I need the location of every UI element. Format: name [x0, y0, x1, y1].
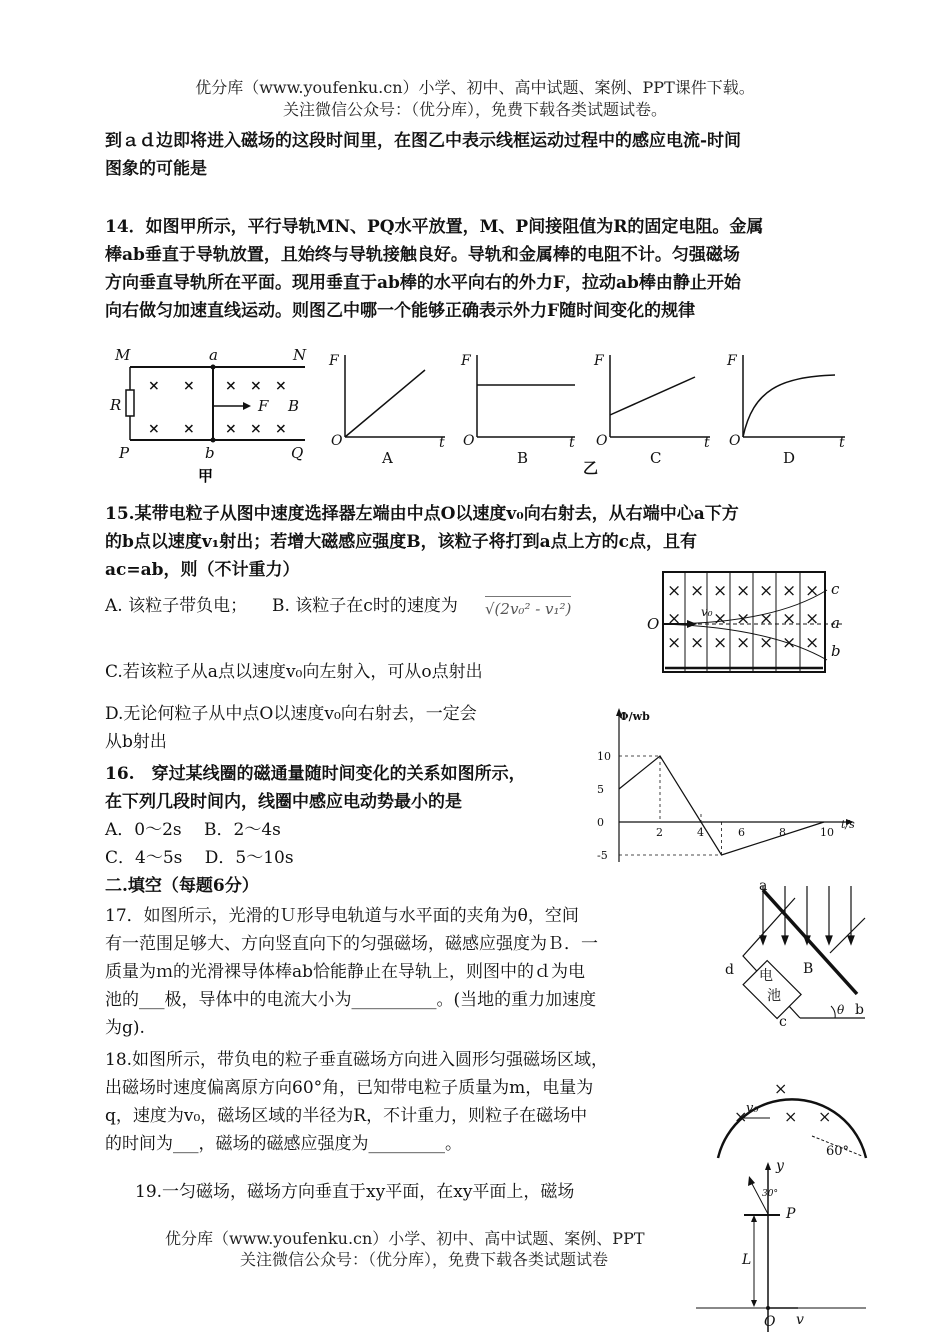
svg-text:×: × — [667, 633, 682, 653]
q15-line-3: ac=ab，则（不计重力） — [105, 560, 300, 580]
q15-option-d-2: 从b射出 — [105, 732, 167, 752]
q15-label-a: a — [831, 614, 840, 632]
q15-option-a: A. 该粒子带负电； — [105, 596, 248, 616]
q17-label-b: b — [855, 1002, 864, 1018]
svg-text:×: × — [148, 421, 160, 437]
footer-line-1: 优分库（www.youfenku.cn）小学、初中、高中试题、案例、PPT — [165, 1229, 645, 1248]
q15-label-v0: v₀ — [701, 605, 713, 619]
q15-option-b-formula: √(2v₀² - v₁²) — [485, 596, 571, 621]
q16-options-ab: A．0～2s B．2～4s — [105, 820, 281, 840]
q19-label-P: P — [786, 1206, 796, 1222]
svg-text:×: × — [782, 633, 797, 653]
q17-line-3: 质量为ｍ的光滑裸导体棒ab恰能静止在导轨上，则图中的ｄ为电 — [105, 962, 586, 982]
q15-option-d-1: D.无论何粒子从中点O以速度v₀向右射去，一定会 — [105, 704, 477, 724]
svg-text:×: × — [805, 609, 820, 629]
graph-B-label: B — [517, 449, 529, 467]
graph-D-curve — [743, 375, 835, 437]
svg-text:×: × — [759, 581, 774, 601]
q16-xtick-label: 2 — [656, 826, 663, 839]
svg-text:×: × — [250, 421, 262, 437]
q16-xtick-label: 6 — [738, 826, 745, 839]
svg-text:×: × — [736, 633, 751, 653]
q16-xtick-label: 10 — [820, 826, 834, 839]
svg-text:O: O — [331, 433, 343, 449]
svg-text:×: × — [818, 1107, 832, 1126]
q18-label-angle: 60° — [826, 1144, 850, 1159]
q17-line-4: 池的___极，导体中的电流大小为__________。(当地的重力加速度 — [105, 990, 597, 1010]
q14-line-3: 方向垂直导轨所在平面。现用垂直于ab棒的水平向右的外力F，拉动ab棒由静止开始 — [105, 273, 741, 293]
svg-text:×: × — [148, 378, 160, 394]
q17-line-2: 有一范围足够大、方向竖直向下的匀强磁场，磁感应强度为Ｂ．一 — [105, 934, 598, 954]
svg-text:t: t — [704, 435, 710, 451]
q17-line-1: 17．如图所示，光滑的Ｕ形导电轨道与水平面的夹角为θ，空间 — [105, 906, 579, 926]
svg-text:F: F — [727, 353, 737, 369]
q14-line-1: 14．如图甲所示，平行导轨MN、PQ水平放置，M、P间接阻值为R的固定电阻。金属 — [105, 217, 764, 237]
label-P: P — [119, 444, 130, 462]
label-B: B — [288, 397, 300, 415]
svg-text:t: t — [569, 435, 575, 451]
svg-text:×: × — [782, 581, 797, 601]
svg-text:×: × — [275, 421, 287, 437]
q16-ytick-label: 10 — [597, 750, 611, 763]
svg-text:×: × — [225, 378, 237, 394]
q15-line-1: 15.某带电粒子从图中速度选择器左端由中点O以速度v₀向右射去，从右端中心a下方 — [105, 504, 739, 524]
label-b: b — [205, 444, 215, 462]
q18-line-4: 的时间为___，磁场的磁感应强度为_________。 — [105, 1134, 462, 1154]
svg-text:×: × — [782, 609, 797, 629]
label-Q: Q — [291, 444, 304, 462]
label-R: R — [110, 396, 122, 414]
label-F: F — [258, 397, 269, 415]
svg-text:×: × — [667, 581, 682, 601]
q16-xlabel: t/s — [841, 818, 855, 831]
label-a: a — [209, 346, 218, 364]
q18-line-2: 出磁场时速度偏离原方向60°角，已知带电粒子质量为m，电量为 — [105, 1078, 594, 1098]
svg-text:O: O — [596, 433, 608, 449]
q16-ytick-label: 5 — [597, 783, 604, 796]
q16-line-1: 16. 穿过某线圈的磁通量随时间变化的关系如图所示， — [105, 764, 526, 784]
q16-options-cd: C．4～5s D．5～10s — [105, 848, 294, 868]
svg-text:×: × — [759, 633, 774, 653]
q17-label-c: c — [779, 1014, 787, 1028]
q15-label-O: O — [647, 615, 660, 633]
q18-circular-field-figure — [712, 1060, 872, 1160]
q17-label-theta: θ — [837, 1003, 845, 1017]
svg-text:O: O — [463, 433, 475, 449]
header-line-1: 优分库（www.youfenku.cn）小学、初中、高中试题、案例、PPT课件下载。 — [195, 78, 755, 97]
q14-line-4: 向右做匀加速直线运动。则图乙中哪一个能够正确表示外力F随时间变化的规律 — [105, 301, 696, 321]
label-yi: 乙 — [583, 459, 599, 475]
label-jia: 甲 — [198, 467, 214, 485]
q16-xtick-label: 4 — [697, 826, 704, 839]
svg-text:×: × — [805, 633, 820, 653]
q14-circuit-figure — [105, 345, 320, 490]
svg-text:t: t — [439, 435, 445, 451]
q13-line-2: 图象的可能是 — [105, 159, 207, 179]
svg-text:×: × — [805, 581, 820, 601]
q18-line-1: 18.如图所示，带负电的粒子垂直磁场方向进入圆形匀强磁场区域， — [105, 1050, 609, 1070]
svg-text:×: × — [759, 609, 774, 629]
label-M: M — [115, 346, 131, 364]
svg-text:×: × — [713, 609, 728, 629]
q19-line-1: 19.一匀磁场，磁场方向垂直于xy平面，在xy平面上，磁场 — [135, 1182, 575, 1202]
svg-text:×: × — [183, 421, 195, 437]
q19-label-L: L — [742, 1252, 752, 1268]
q18-line-3: q，速度为v₀，磁场区域的半径为R，不计重力，则粒子在磁场中 — [105, 1106, 588, 1126]
graph-A-label: A — [382, 449, 393, 467]
q15-velocity-selector-figure — [645, 568, 850, 680]
q13-line-1: 到ａｄ边即将进入磁场的这段时间里，在图乙中表示线框运动过程中的感应电流-时间 — [105, 131, 742, 151]
q17-incline-figure — [715, 878, 870, 1028]
graph-C-label: C — [650, 449, 662, 467]
svg-text:×: × — [774, 1079, 788, 1098]
section-2-title: 二.填空（每题6分） — [105, 876, 259, 896]
label-N: N — [293, 346, 307, 364]
footer-line-2: 关注微信公众号：（优分库），免费下载各类试题试卷 — [240, 1250, 609, 1269]
svg-text:×: × — [250, 378, 262, 394]
graph-C-line — [610, 377, 695, 415]
svg-text:F: F — [461, 353, 471, 369]
q16-ylabel: Φ/wb — [619, 710, 650, 723]
q19-label-y: y — [776, 1158, 784, 1174]
q14-graphs — [325, 345, 855, 475]
q17-label-cell-1: 电 — [759, 968, 773, 984]
svg-text:×: × — [225, 421, 237, 437]
q16-line-2: 在下列几段时间内，线圈中感应电动势最小的是 — [105, 792, 462, 812]
svg-text:×: × — [713, 633, 728, 653]
q17-label-cell-2: 池 — [767, 988, 781, 1004]
q15-option-c: C.若该粒子从a点以速度v₀向左射入，可从o点射出 — [105, 662, 483, 682]
resistor-R — [126, 390, 134, 416]
q16-ytick-label: 0 — [597, 816, 604, 829]
svg-text:×: × — [667, 609, 682, 629]
svg-text:F: F — [329, 353, 339, 369]
q18-label-v0: v₀ — [746, 1101, 759, 1116]
q14-line-2: 棒ab垂直于导轨放置，且始终与导轨接触良好。导轨和金属棒的电阻不计。匀强磁场 — [105, 245, 740, 265]
q17-line-5: 为g). — [105, 1018, 145, 1038]
svg-text:×: × — [736, 609, 751, 629]
q19-label-O: O — [764, 1314, 776, 1330]
q19-label-v: v — [796, 1312, 804, 1328]
q16-flux-graph — [585, 702, 865, 872]
q15-line-2: 的b点以速度v₁射出；若增大磁感应强度B，该粒子将打到a点上方的c点，且有 — [105, 532, 697, 552]
graph-D-label: D — [783, 449, 796, 467]
q17-label-B: B — [803, 961, 814, 977]
svg-text:×: × — [183, 378, 195, 394]
svg-text:×: × — [736, 581, 751, 601]
svg-text:O: O — [729, 433, 741, 449]
q16-ytick-label: -5 — [597, 849, 608, 862]
svg-text:×: × — [275, 378, 287, 394]
q17-label-d: d — [725, 962, 734, 978]
graph-A-line — [345, 370, 425, 437]
svg-text:×: × — [734, 1107, 748, 1126]
q15-label-c: c — [831, 580, 840, 598]
q19-axes-figure — [688, 1158, 868, 1338]
q19-label-angle: 30° — [762, 1189, 778, 1199]
q15-label-b: b — [831, 642, 841, 660]
svg-text:×: × — [690, 581, 705, 601]
q16-xtick-label: 8 — [779, 826, 786, 839]
svg-text:×: × — [713, 581, 728, 601]
svg-text:×: × — [690, 633, 705, 653]
q15-option-b: B. 该粒子在c时的速度为 — [272, 596, 458, 616]
svg-text:t: t — [839, 435, 845, 451]
header-line-2: 关注微信公众号：（优分库），免费下载各类试题试卷。 — [282, 100, 667, 119]
q17-label-a: a — [759, 878, 768, 894]
svg-text:×: × — [784, 1107, 798, 1126]
svg-text:F: F — [594, 353, 604, 369]
